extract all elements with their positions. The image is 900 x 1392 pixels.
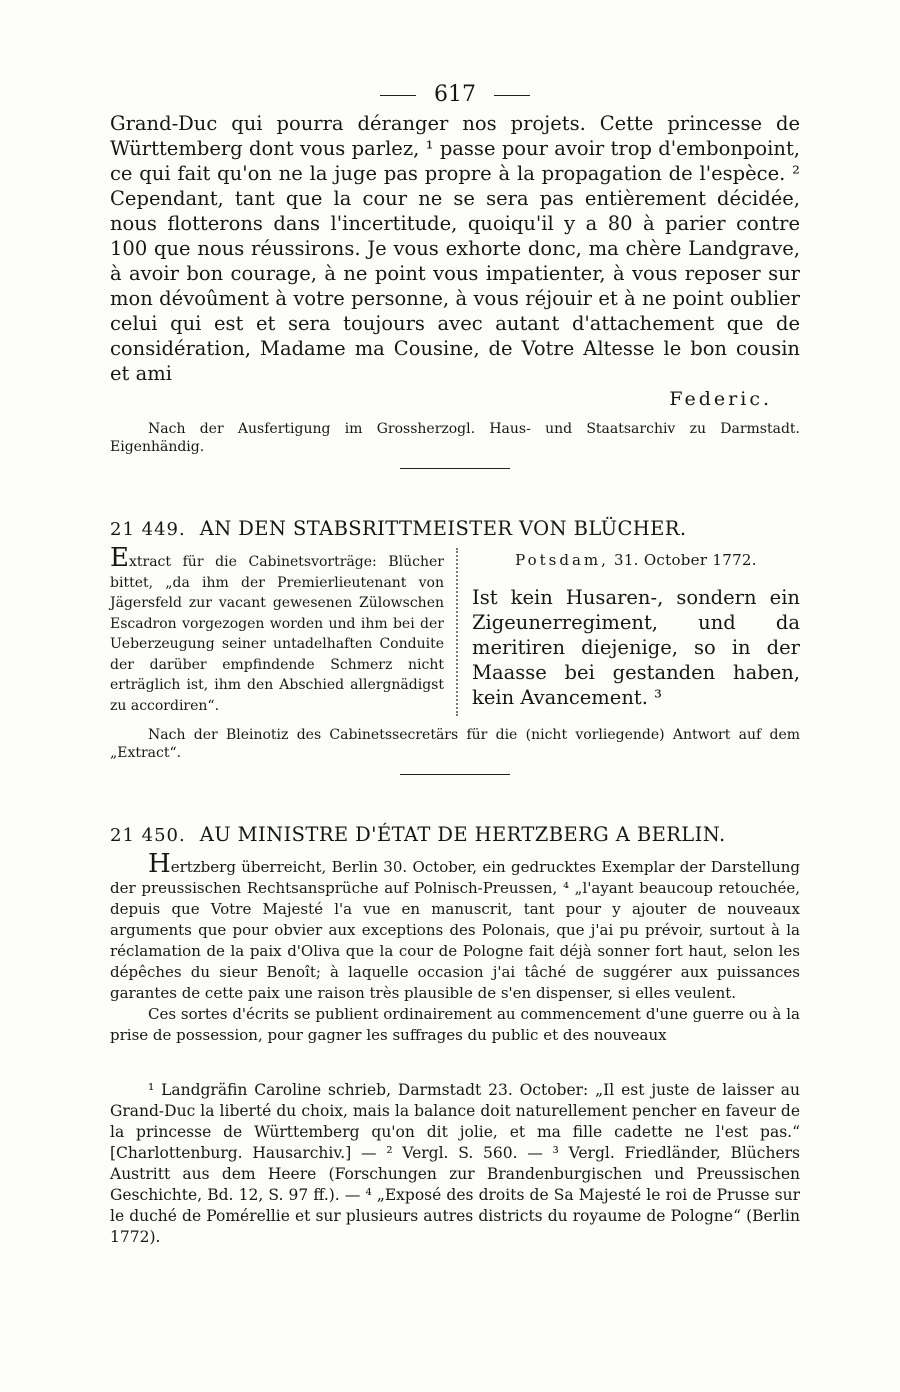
paragraph-21450-1-text: ertzberg überreicht, Berlin 30. October, ein gedrucktes Exemplar der Darstellung der preussischen Rechtsansprüche auf Polnisch-Preussen, ⁴ „l'ayant beaucoup retouchée, depuis que Votre Majesté l'a vue en manuscrit, tant pour y ajouter de nouveaux arguments que pour obvier aux exceptions des Polonais, que j'ai pu prévoir, surtout à la réclamation de la paix d'Oliva que la cour de Pologne fait déjà sonner fort haut, selon les dépêches du sieur Benoît; à laquelle occasion j'ai tâché de suggérer aux puissances garantes de cette paix une raison très plausible de s'en dispenser, si elles veulent. [110, 858, 800, 1002]
extract-initial: E [110, 543, 129, 573]
page-number-dash-left [380, 95, 416, 96]
page-number: 617 [434, 82, 476, 107]
reply-column [458, 548, 800, 716]
footnotes: ¹ Landgräfin Caroline schrieb, Darmstadt 23. October: „Il est juste de laisser au Grand-Duc la liberté du choix, mais la balance doit naturellement pencher en faveur de la princesse de Württemberg qu'on dit jolie, et ma fille cadette ne l'est pas.“ [Charlottenburg. Hausarchiv.] — ² Vergl. S. 560. — ³ Vergl. Friedländer, Blüchers Austritt aus dem Heere (Forschungen zur Brandenburgischen und Preussischen Geschichte, Bd. 12, S. 97 ff.). — ⁴ „Exposé des droits de Sa Majesté le roi de Prusse sur le duché de Pomérellie et sur plusieurs autres districts du royaume de Pologne“ (Berlin 1772). [110, 1081, 800, 1246]
source-note-2: Nach der Bleinotiz des Cabinetssecretärs für die (nicht vorliegende) Antwort auf dem „Extract“. [110, 727, 800, 761]
extract-column [110, 543, 458, 716]
paragraph-21450-1 [110, 849, 800, 1004]
heading-21449-title: AN DEN STABSRITTMEISTER VON BLÜCHER. [199, 517, 687, 540]
source-note-1: Nach der Ausfertigung im Grossherzogl. Haus- und Staatsarchiv zu Darmstadt. Eigenhändig. [110, 421, 800, 455]
heading-21449-number: 21 449. [110, 519, 186, 540]
extract-text: xtract für die Cabinetsvorträge: Blücher bittet, „da ihm der Premierlieutenant von Jägersfeld zur vacant gewesenen Zülowschen Escadron vorgezogen worden und ihm bei der Ueberzeugung seiner untadelhaften Conduite der darüber empfindende Schmerz nicht erträglich ist, ihm den Abschied allergnädigst zu accordiren“. [110, 554, 444, 714]
dateline-date: 31. October 1772. [614, 551, 757, 569]
divider-1 [400, 468, 510, 469]
page-number-line [110, 82, 800, 107]
heading-21449 [110, 517, 800, 540]
page [110, 82, 800, 1248]
paragraph-21450-2: Ces sortes d'écrits se publient ordinairement au commencement d'une guerre ou à la prise de possession, pour gagner les suffrages du public et des nouveaux [110, 1005, 800, 1044]
signature: Federic. [669, 388, 772, 410]
letter-21449 [110, 543, 800, 716]
reply-text: Ist kein Husaren-, sondern ein Zigeunerregiment, und da meritiren diejenige, so in der Maasse bei gestanden haben, kein Avancement. ³ [472, 586, 800, 709]
divider-2 [400, 774, 510, 775]
page-number-dash-right [494, 95, 530, 96]
dateline-place: Potsdam, [515, 551, 609, 569]
dateline [472, 548, 800, 573]
letter-continuation: Grand-Duc qui pourra déranger nos projets. Cette princesse de Württemberg dont vous parlez, ¹ passe pour avoir trop d'embonpoint, ce qui fait qu'on ne la juge pas propre à la propagation de l'espèce. ² Cependant, tant que la cour ne se sera pas entièrement décidée, nous flotterons dans l'incertitude, quoiqu'il y a 80 à parier contre 100 que nous réussirons. Je vous exhorte donc, ma chère Landgrave, à avoir bon courage, à ne point vous impatienter, à vous reposer sur mon dévoûment à votre personne, à vous réjouir et à ne point oublier celui qui est et sera toujours avec autant d'attachement que de considération, Madame ma Cousine, de Votre Altesse le bon cousin et ami [110, 112, 800, 385]
heading-21450-number: 21 450. [110, 825, 186, 846]
heading-21450 [110, 823, 800, 846]
paragraph-initial: H [148, 849, 171, 879]
heading-21450-title: AU MINISTRE D'ÉTAT DE HERTZBERG A BERLIN. [199, 823, 726, 846]
